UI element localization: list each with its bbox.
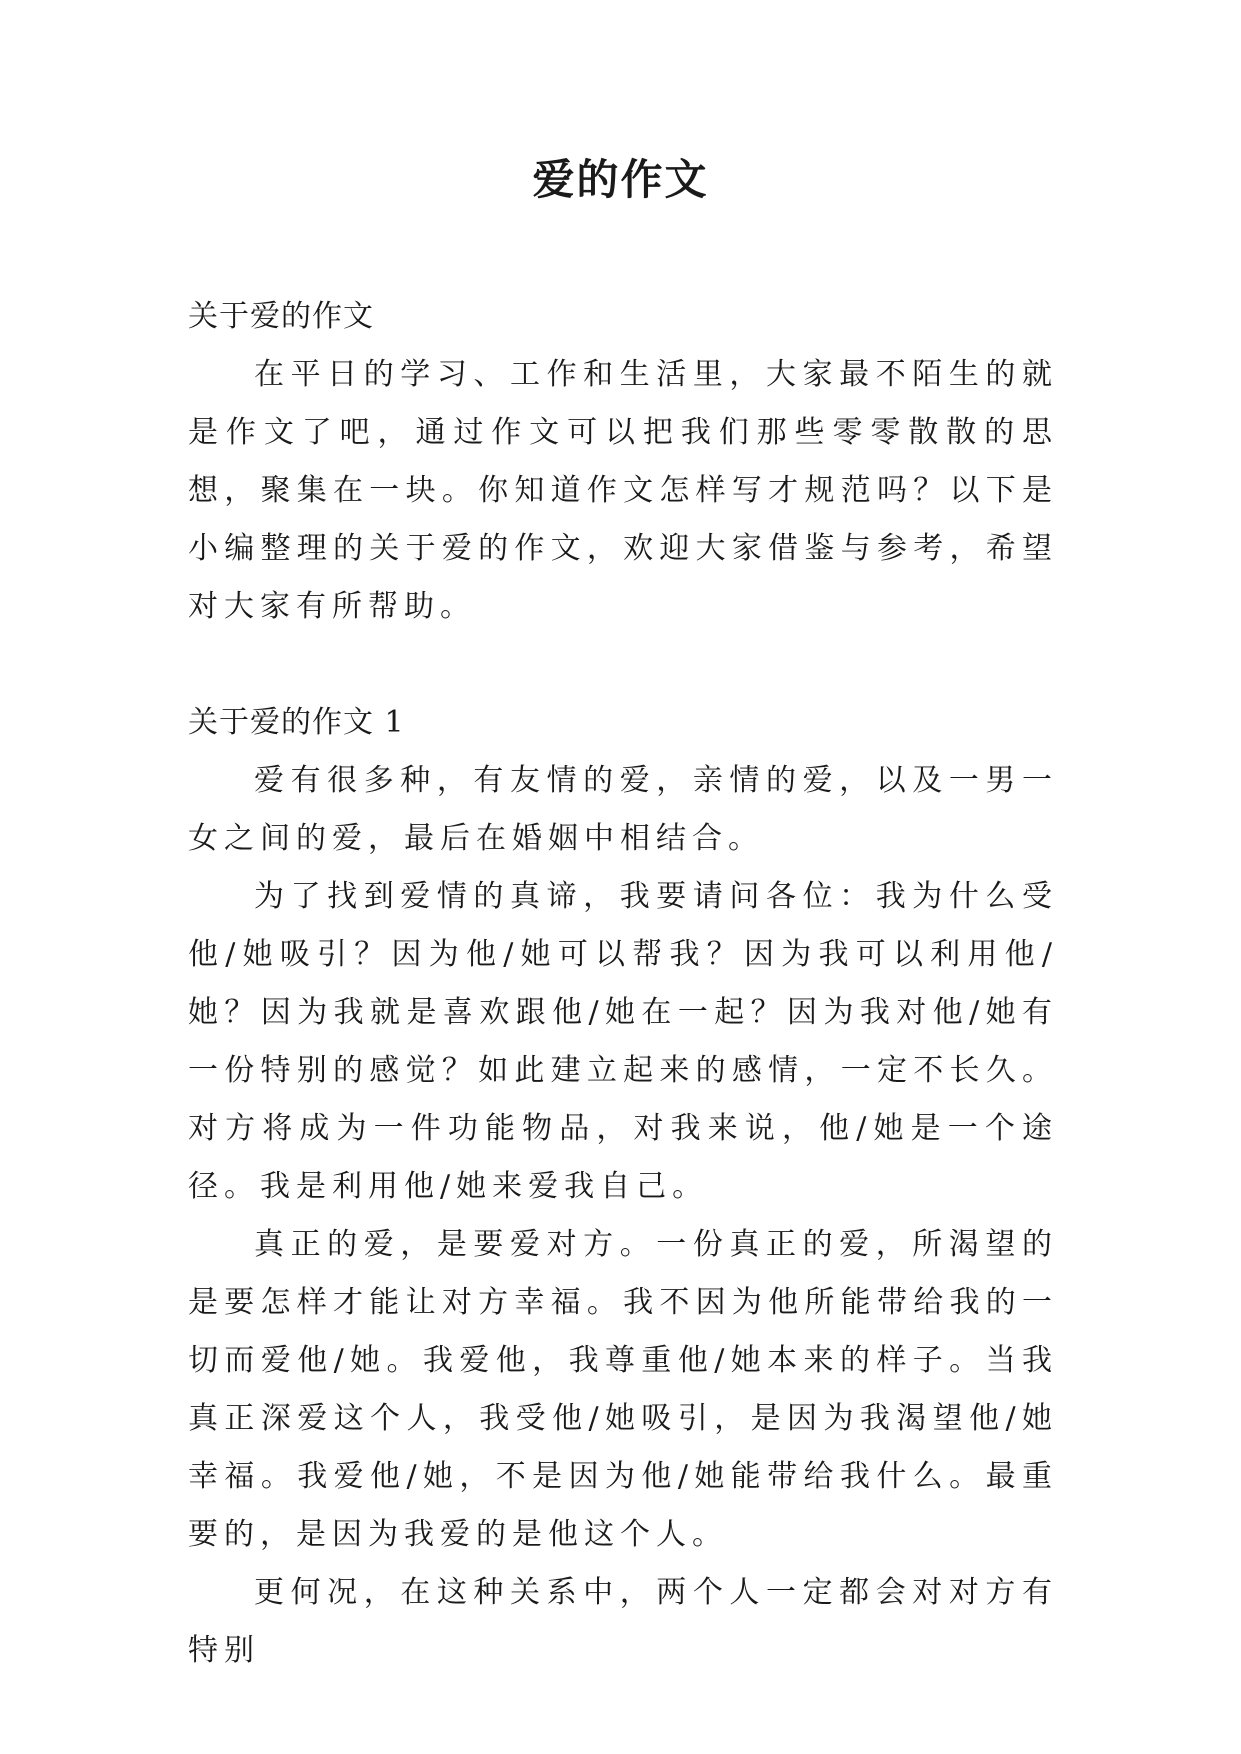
body-paragraph: 为了找到爱情的真谛，我要请问各位：我为什么受他/她吸引？因为他/她可以帮我？因为我可以利用他/她？因为我就是喜欢跟他/她在一起？因为我对他/她有一份特别的感觉？如此建立起来的感情，一定不长久。对方将成为一件功能物品，对我来说，他/她是一个途径。我是利用他/她来爱我自己。 [188,879,1058,1204]
section-heading: 关于爱的作文 1 [188,705,405,740]
intro-paragraph: 在平日的学习、工作和生活里，大家最不陌生的就是作文了吧，通过作文可以把我们那些零零散散的思想，聚集在一块。你知道作文怎样写才规范吗？以下是小编整理的关于爱的作文，欢迎大家借鉴与参考，希望对大家有所帮助。 [188,357,1058,624]
section-spacer [188,636,1058,694]
body-paragraph: 真正的爱，是要爱对方。一份真正的爱，所渴望的是要怎样才能让对方幸福。我不因为他所能带给我的一切而爱他/她。我爱他，我尊重他/她本来的样子。当我真正深爱这个人，我受他/她吸引，是因为我渴望他/她幸福。我爱他/她，不是因为他/她能带给我什么。最重要的，是因为我爱的是他这个人。 [188,1227,1058,1552]
document-title: 爱的作文 [532,155,709,204]
document-body [188,288,1058,1680]
body-paragraph: 爱有很多种，有友情的爱，亲情的爱，以及一男一女之间的爱，最后在婚姻中相结合。 [188,763,1058,856]
body-paragraph: 更何况，在这种关系中，两个人一定都会对对方有特别 [188,1575,1058,1668]
intro-heading: 关于爱的作文 [188,299,374,334]
